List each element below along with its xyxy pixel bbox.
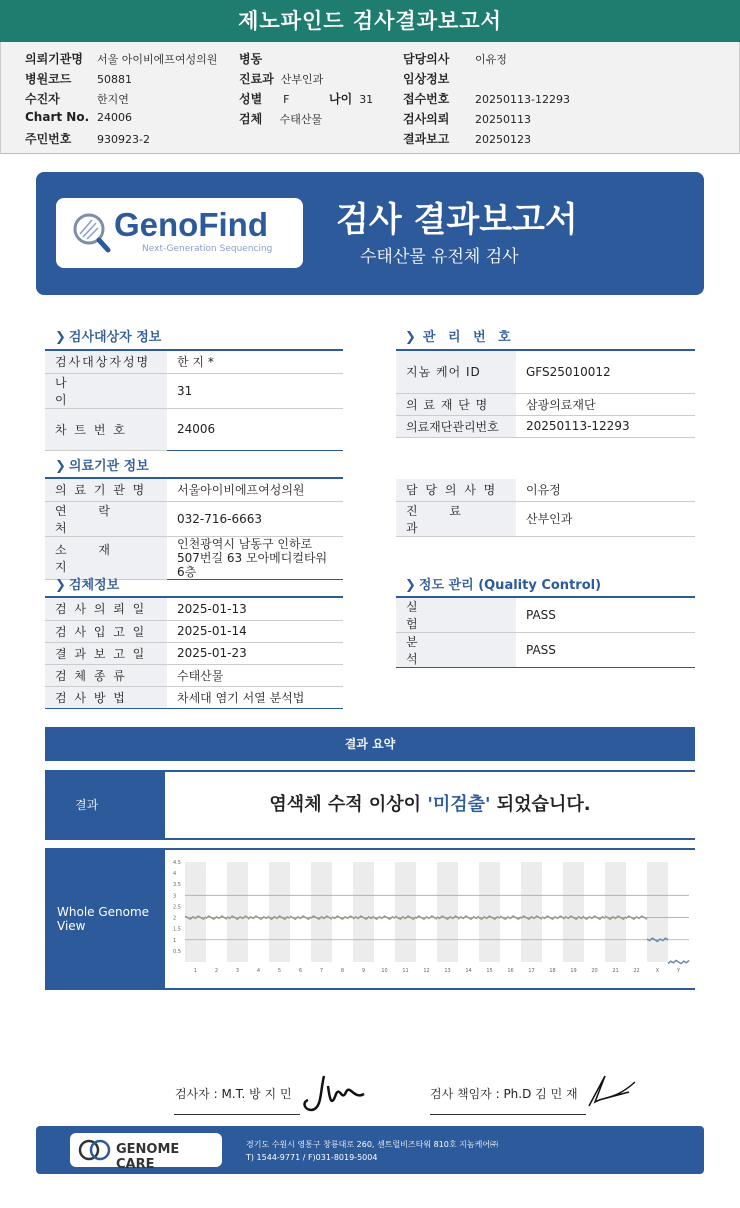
inst-name-value: 서울아이비에프여성의원 xyxy=(167,479,343,501)
xtick-16: 16 xyxy=(507,968,514,974)
specimen-table xyxy=(45,598,343,709)
chrom-band-13 xyxy=(437,862,458,962)
tester-sign-mark xyxy=(298,1072,370,1116)
inst-addr-value: 인천광역시 남동구 인하로 507번길 63 모아메디컬타워 6층 xyxy=(167,536,343,579)
qc-analysis-label: 분 석 xyxy=(396,633,516,668)
specimen-method-label: 검 사 방 법 xyxy=(45,686,167,708)
ytick-2: 2 xyxy=(173,915,177,922)
whole-genome-row xyxy=(45,848,695,990)
sex-value: F xyxy=(283,93,290,106)
header-right-0: 담당의사 이유정 xyxy=(403,52,507,66)
genome-care-icon xyxy=(78,1138,112,1162)
inst-heading: ❯ 의료기관 정보 xyxy=(55,459,149,474)
series-chr-Y xyxy=(668,960,689,963)
inst-name-label: 의 료 기 관 명 xyxy=(45,479,167,501)
subject-name-value: 한 지 * xyxy=(167,351,343,373)
qc-table xyxy=(396,598,695,668)
mgmt-foundation-label: 의 료 재 단 명 xyxy=(396,393,516,415)
result-row xyxy=(45,770,695,840)
specimen-in-value: 2025-01-14 xyxy=(167,620,343,642)
qc-exp-value: PASS xyxy=(516,598,695,633)
age-label: 나이 xyxy=(329,92,353,106)
header-left-4: 주민번호 930923-2 xyxy=(25,132,150,146)
xtick-21: 21 xyxy=(612,968,619,974)
manager-signature: 검사 책임자 : Ph.D 김 민 재 xyxy=(430,1087,578,1101)
series-chr-4 xyxy=(248,916,269,919)
xtick-8: 8 xyxy=(340,968,345,974)
result-text: 염색체 수적 이상이 '미검출' 되었습니다. xyxy=(269,794,591,815)
chrom-band-3 xyxy=(227,862,248,962)
xtick-4: 4 xyxy=(256,968,261,974)
subject-age-value: 31 xyxy=(167,373,343,408)
specimen-heading: ❯ 검체정보 xyxy=(55,578,120,593)
specimen-req-value: 2025-01-13 xyxy=(167,598,343,620)
xtick-18: 18 xyxy=(549,968,556,974)
mgmt-number-label: 의료재단관리번호 xyxy=(396,415,516,437)
ytick-0.5: 0.5 xyxy=(173,948,181,955)
header-right-4: 결과보고 20250123 xyxy=(403,132,531,146)
qc-exp-label: 실 험 xyxy=(396,598,516,633)
genofind-logo xyxy=(56,198,303,268)
doctor-label: 담 당 의 사 명 xyxy=(396,479,516,501)
subject-chart-value: 24006 xyxy=(167,408,343,450)
xtick-22: 22 xyxy=(633,968,640,974)
inst-phone-value: 032-716-6663 xyxy=(167,501,343,536)
ytick-4.5: 4.5 xyxy=(173,860,181,866)
header-left-3: Chart No. 24006 xyxy=(25,110,132,124)
inst-dept-label: 진 료 과 xyxy=(396,501,516,536)
specimen-req-label: 검 사 의 뢰 일 xyxy=(45,598,167,620)
header-right-1: 임상정보 xyxy=(403,72,450,86)
chrom-band-5 xyxy=(269,862,290,962)
age-value: 31 xyxy=(359,93,374,106)
tester-signature: 검사자 : M.T. 방 지 민 xyxy=(175,1087,292,1101)
qc-analysis-value: PASS xyxy=(516,633,695,668)
xtick-9: 9 xyxy=(361,968,366,974)
subject-age-label: 나 이 xyxy=(45,373,167,408)
result-highlight: '미검출' xyxy=(427,794,491,815)
chrom-band-11 xyxy=(395,862,416,962)
ward-label: 병동 xyxy=(239,52,263,66)
chrom-band-17 xyxy=(521,862,542,962)
dept-value: 산부인과 xyxy=(280,73,324,86)
xtick-15: 15 xyxy=(486,968,493,974)
inst-table-2 xyxy=(396,479,695,537)
ytick-3: 3 xyxy=(173,893,177,900)
xtick-17: 17 xyxy=(528,968,535,974)
specimen-report-label: 결 과 보 고 일 xyxy=(45,642,167,664)
footer-address: 경기도 수원시 영통구 창룡대로 260, 센트럴비즈타워 810호 지놈케어㈜ T) 1544-9771 / F)031-8019-5004 xyxy=(246,1140,499,1162)
specimen-type-value: 수태산물 xyxy=(167,664,343,686)
series-chr-14 xyxy=(458,916,479,919)
mgmt-foundation-value: 삼광의료재단 xyxy=(516,393,695,415)
sex-label: 성별 xyxy=(239,92,263,106)
xtick-20: 20 xyxy=(591,968,598,974)
banner-subtitle: 수태산물 유전체 검사 xyxy=(360,247,519,267)
whole-genome-label: Whole Genome View xyxy=(45,850,165,988)
report-banner xyxy=(36,172,704,295)
inst-table xyxy=(45,479,343,580)
xtick-Y: Y xyxy=(676,968,681,974)
qc-heading: ❯ 정도 관리 (Quality Control) xyxy=(405,578,602,593)
chrom-band-X xyxy=(647,862,668,962)
specimen-value: 수태산물 xyxy=(279,113,323,126)
chrom-band-9 xyxy=(353,862,374,962)
xtick-1: 1 xyxy=(193,968,198,974)
dept-label: 진료과 xyxy=(239,72,274,86)
report-title: 제노파인드 검사결과보고서 xyxy=(0,0,740,42)
chrom-band-1 xyxy=(185,862,206,962)
xtick-19: 19 xyxy=(570,968,577,974)
xtick-12: 12 xyxy=(423,968,430,974)
inst-addr-label: 소 재 지 xyxy=(45,536,167,579)
chrom-band-15 xyxy=(479,862,500,962)
specimen-method-value: 차세대 염기 서열 분석법 xyxy=(167,686,343,708)
xtick-14: 14 xyxy=(465,968,472,974)
chrom-band-7 xyxy=(311,862,332,962)
chrom-band-19 xyxy=(563,862,584,962)
banner-title: 검사 결과보고서 xyxy=(336,200,578,240)
chrom-band-21 xyxy=(605,862,626,962)
manager-sign-mark xyxy=(585,1072,641,1112)
ytick-1.5: 1.5 xyxy=(173,926,181,933)
result-label: 결과 xyxy=(45,772,165,838)
logo-subtext: Next-Generation Sequencing xyxy=(142,244,273,254)
subject-chart-label: 차 트 번 호 xyxy=(45,408,167,450)
xtick-6: 6 xyxy=(298,968,303,974)
specimen-type-label: 검 체 종 류 xyxy=(45,664,167,686)
xtick-X: X xyxy=(655,968,660,974)
header-left-2: 수진자 한지연 xyxy=(25,92,129,106)
inst-phone-label: 연 락 처 xyxy=(45,501,167,536)
genome-care-text: GENOME CARE xyxy=(116,1142,180,1172)
doctor-value: 이유정 xyxy=(516,479,695,501)
xtick-5: 5 xyxy=(277,968,282,974)
ytick-4: 4 xyxy=(173,871,177,878)
specimen-in-label: 검 사 입 고 일 xyxy=(45,620,167,642)
whole-genome-chart xyxy=(169,852,695,986)
header-right-2: 접수번호 20250113-12293 xyxy=(403,92,570,106)
xtick-3: 3 xyxy=(235,968,240,974)
mgmt-number-value: 20250113-12293 xyxy=(516,415,695,437)
xtick-7: 7 xyxy=(319,968,324,974)
specimen-report-value: 2025-01-23 xyxy=(167,642,343,664)
xtick-13: 13 xyxy=(444,968,451,974)
mgmt-heading: ❯ 관 리 번 호 xyxy=(405,330,515,345)
magnifier-icon xyxy=(70,210,112,254)
logo-text: GenoFind xyxy=(114,206,268,243)
footer xyxy=(36,1126,704,1174)
subject-name-label: 검사대상자성명 xyxy=(45,351,167,373)
header-left-0: 의뢰기관명 서울 아이비에프여성의원 xyxy=(25,52,218,66)
xtick-10: 10 xyxy=(381,968,388,974)
header-left-1: 병원코드 50881 xyxy=(25,72,132,86)
xtick-11: 11 xyxy=(402,968,409,974)
subject-table xyxy=(45,351,343,451)
summary-bar: 결과 요약 xyxy=(45,727,695,761)
mgmt-table xyxy=(396,351,695,438)
ytick-2.5: 2.5 xyxy=(173,904,181,911)
ytick-1: 1 xyxy=(173,937,177,944)
mgmt-id-label: 지놈 케어 ID xyxy=(396,351,516,393)
mgmt-id-value: GFS25010012 xyxy=(516,351,695,393)
ytick-3.5: 3.5 xyxy=(173,882,181,889)
xtick-2: 2 xyxy=(214,968,219,974)
specimen-label: 검체 xyxy=(239,112,263,126)
patient-info-box xyxy=(0,42,740,154)
header-right-3: 검사의뢰 20250113 xyxy=(403,112,531,126)
genome-care-logo xyxy=(70,1133,222,1172)
subject-heading: ❯ 검사대상자 정보 xyxy=(55,330,162,345)
inst-dept-value: 산부인과 xyxy=(516,501,695,536)
